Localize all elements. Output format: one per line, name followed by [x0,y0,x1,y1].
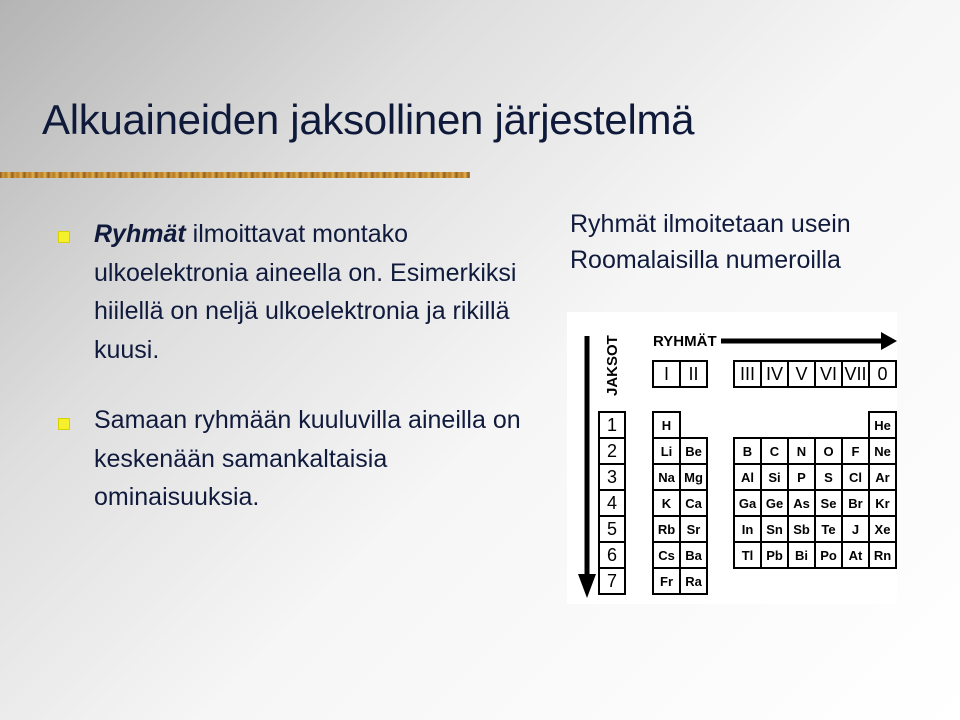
period-number-1-label: 1 [606,415,618,435]
element-ba [680,542,707,568]
element-sn [761,516,788,542]
element-si [761,464,788,490]
element-sb-label: Sb [793,522,810,537]
element-ge [761,490,788,516]
element-p [788,464,815,490]
period-number-2-label: 2 [606,441,618,461]
element-rb [653,516,680,542]
element-he-label: He [874,418,891,433]
element-he [869,412,896,438]
period-number-7 [599,568,625,594]
element-br-label: Br [848,496,863,511]
periodic-table-svg [567,312,897,604]
period-number-7-label: 7 [606,571,618,591]
bullet-text-2: Samaan ryhmään kuuluvilla aineilla on keskenään samankaltaisia ominaisuuksia. [94,406,521,511]
element-ra-label: Ra [685,574,702,589]
element-o-label: O [823,444,834,459]
element-pb-label: Pb [766,548,783,563]
element-in-label: In [741,522,754,537]
element-at [842,542,869,568]
element-se-label: Se [820,496,837,511]
element-as-label: As [793,496,810,511]
element-mg-label: Mg [684,470,703,485]
element-j-label: J [851,522,860,537]
element-xe [869,516,896,542]
element-ga [734,490,761,516]
period-number-5-label: 5 [606,519,618,539]
group-numeral-6 [815,361,842,387]
element-rn [869,542,896,568]
element-sb [788,516,815,542]
element-po [815,542,842,568]
group-numeral-2 [680,361,707,387]
element-f [842,438,869,464]
element-ca [680,490,707,516]
element-tl [734,542,761,568]
element-be-label: Be [685,444,702,459]
element-b-label: B [742,444,753,459]
group-numeral-1-label: I [663,364,670,384]
element-te-label: Te [821,522,836,537]
element-k-label: K [661,496,672,511]
period-number-1 [599,412,625,438]
bullet-text-1 [94,215,554,369]
element-cs-label: Cs [658,548,675,563]
element-bi-label: Bi [795,548,808,563]
group-numeral-3-label: III [739,364,756,384]
title-divider [0,172,470,178]
element-fr [653,568,680,594]
period-number-5 [599,516,625,542]
element-tl-label: Tl [741,548,754,563]
element-ar-label: Ar [875,470,890,485]
element-bi [788,542,815,568]
bullet-marker-1 [58,231,70,243]
element-cl [842,464,869,490]
element-n [788,438,815,464]
period-number-2 [599,438,625,464]
element-s [815,464,842,490]
group-numeral-5-label: V [795,364,808,384]
group-numeral-4 [761,361,788,387]
element-ar [869,464,896,490]
element-kr-label: Kr [875,496,890,511]
group-numeral-7 [842,361,869,387]
element-j [842,516,869,542]
element-s-label: S [824,470,833,485]
element-c-label: C [769,444,780,459]
period-number-4-label: 4 [606,493,618,513]
period-number-3 [599,464,625,490]
group-numeral-6-label: VI [819,364,838,384]
bullet-marker-2 [58,418,70,430]
element-pb [761,542,788,568]
slide-title: Alkuaineiden jaksollinen järjestelmä [42,96,695,143]
element-f-label: F [851,444,860,459]
element-in [734,516,761,542]
element-ne [869,438,896,464]
element-o [815,438,842,464]
periods-label: JAKSOT [604,335,621,396]
group-numeral-4-label: IV [765,364,784,384]
element-rb-label: Rb [657,522,676,537]
group-numeral-8-label: 0 [877,364,888,384]
element-sr [680,516,707,542]
element-li-label: Li [660,444,673,459]
element-ne-label: Ne [874,444,891,459]
element-cl-label: Cl [849,470,862,485]
element-al [734,464,761,490]
element-ra [680,568,707,594]
element-si-label: Si [768,470,781,485]
element-li [653,438,680,464]
element-ga-label: Ga [738,496,757,511]
groups-label: RYHMÄT [653,333,717,350]
group-numeral-1 [653,361,680,387]
element-xe-label: Xe [874,522,891,537]
element-se [815,490,842,516]
element-as [788,490,815,516]
element-b [734,438,761,464]
period-number-6 [599,542,625,568]
element-fr-label: Fr [660,574,673,589]
periods-arrowhead [578,574,596,598]
element-ca-label: Ca [685,496,702,511]
period-number-6-label: 6 [606,545,618,565]
element-sn-label: Sn [766,522,783,537]
bullet-body-1: ilmoittavat montako ulkoelektronia aineella on. Esimerkiksi hiilellä on neljä ulkoelektronia ja rikillä kuusi. [94,220,517,364]
periodic-table-image [567,312,897,604]
element-na-label: Na [658,470,675,485]
element-kr [869,490,896,516]
group-numeral-3 [734,361,761,387]
element-rn-label: Rn [873,548,892,563]
element-h-label: H [661,418,672,433]
period-number-3-label: 3 [606,467,618,487]
element-at-label: At [848,548,863,563]
group-numeral-8 [869,361,896,387]
element-c [761,438,788,464]
element-na [653,464,680,490]
element-ba-label: Ba [685,548,702,563]
element-mg [680,464,707,490]
element-po-label: Po [820,548,837,563]
element-be [680,438,707,464]
element-sr-label: Sr [686,522,701,537]
element-al-label: Al [741,470,754,485]
bullet-keyword: Ryhmät [94,220,186,248]
element-te [815,516,842,542]
groups-arrowhead [881,332,897,350]
element-cs [653,542,680,568]
period-number-4 [599,490,625,516]
element-br [842,490,869,516]
element-h [653,412,680,438]
element-k [653,490,680,516]
element-n-label: N [796,444,807,459]
group-numeral-5 [788,361,815,387]
element-ge-label: Ge [765,496,784,511]
element-p-label: P [797,470,806,485]
group-numeral-7-label: VII [844,364,867,384]
side-note: Ryhmät ilmoitetaan usein Roomalaisilla numeroilla [570,210,851,274]
group-numeral-2-label: II [688,364,699,384]
